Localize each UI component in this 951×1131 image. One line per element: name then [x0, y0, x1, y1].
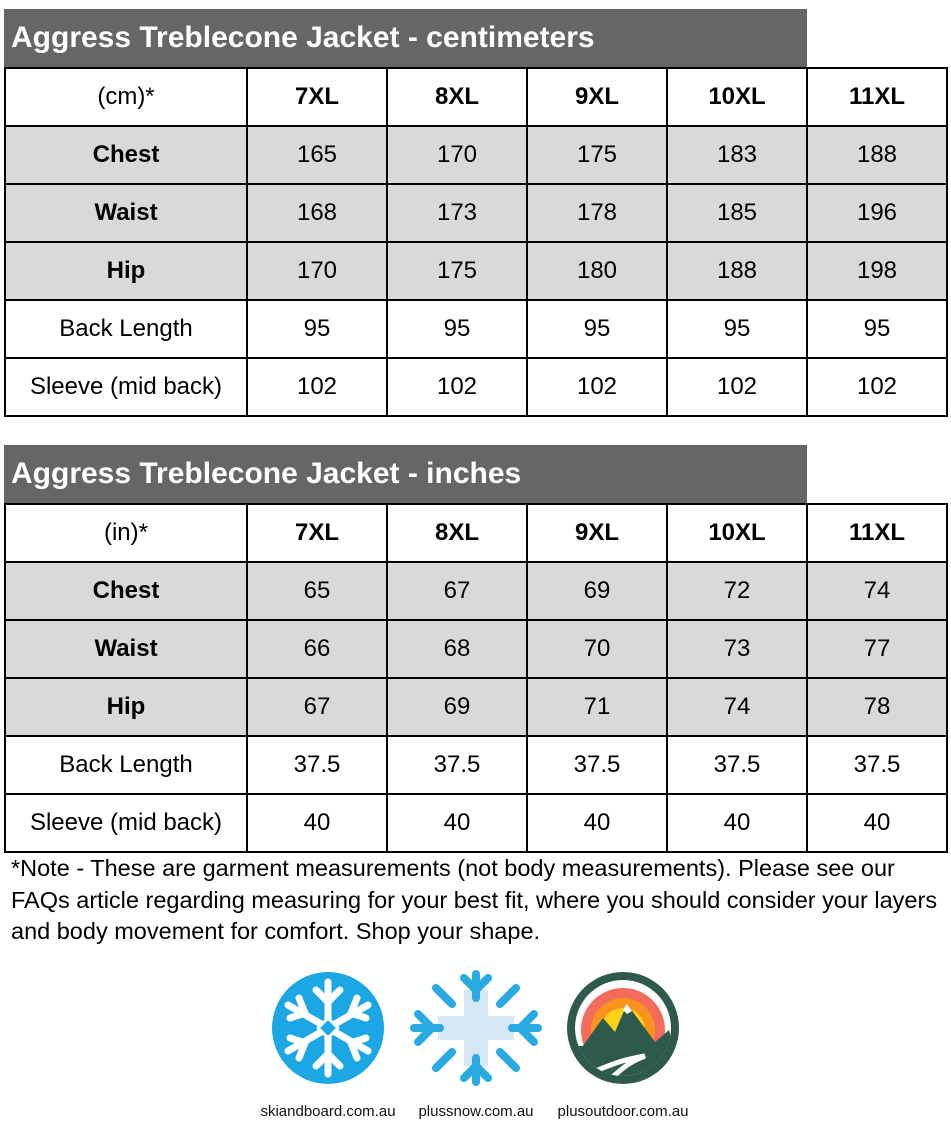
cell: 185 [667, 184, 807, 242]
table-row [5, 126, 947, 184]
table-title: Aggress Treblecone Jacket - centimeters [4, 9, 807, 67]
cell: 37.5 [807, 736, 947, 794]
cell: 37.5 [387, 736, 527, 794]
plussnow-logo[interactable] [396, 968, 556, 1120]
cell: 95 [387, 300, 527, 358]
cell: 72 [667, 562, 807, 620]
row-label: Chest [5, 126, 247, 184]
cell: 165 [247, 126, 387, 184]
cell: 188 [667, 242, 807, 300]
cell: 102 [667, 358, 807, 416]
cell: 102 [807, 358, 947, 416]
size-header: 11XL [807, 68, 947, 126]
table-row [5, 620, 947, 678]
cell: 196 [807, 184, 947, 242]
cell: 74 [807, 562, 947, 620]
table-row [5, 358, 947, 416]
size-table [4, 67, 948, 417]
unit-label: (in)* [5, 504, 247, 562]
cell: 178 [527, 184, 667, 242]
snowflake-icon [268, 968, 388, 1088]
cell: 168 [247, 184, 387, 242]
cell: 68 [387, 620, 527, 678]
header-row [5, 68, 947, 126]
table-row [5, 242, 947, 300]
table-title: Aggress Treblecone Jacket - inches [4, 445, 807, 503]
cell: 65 [247, 562, 387, 620]
plus-snowflake-icon [406, 968, 546, 1088]
cell: 77 [807, 620, 947, 678]
row-label: Waist [5, 184, 247, 242]
cell: 78 [807, 678, 947, 736]
cell: 70 [527, 620, 667, 678]
size-header: 8XL [387, 68, 527, 126]
size-chart-cm [4, 9, 947, 417]
cell: 95 [247, 300, 387, 358]
size-header: 9XL [527, 504, 667, 562]
size-chart-inches [4, 445, 947, 853]
table-row [5, 678, 947, 736]
cell: 95 [527, 300, 667, 358]
cell: 170 [387, 126, 527, 184]
cell: 74 [667, 678, 807, 736]
size-header: 8XL [387, 504, 527, 562]
size-header: 10XL [667, 504, 807, 562]
cell: 183 [667, 126, 807, 184]
row-label: Back Length [5, 300, 247, 358]
row-label: Hip [5, 678, 247, 736]
cell: 67 [247, 678, 387, 736]
table-row [5, 300, 947, 358]
mountain-badge-icon [563, 968, 683, 1088]
cell: 40 [527, 794, 667, 852]
row-label: Sleeve (mid back) [5, 358, 247, 416]
logo-caption: plusoutdoor.com.au [557, 1103, 689, 1120]
size-header: 9XL [527, 68, 667, 126]
row-label: Back Length [5, 736, 247, 794]
cell: 188 [807, 126, 947, 184]
size-header: 7XL [247, 504, 387, 562]
cell: 170 [247, 242, 387, 300]
cell: 40 [667, 794, 807, 852]
cell: 102 [387, 358, 527, 416]
cell: 37.5 [247, 736, 387, 794]
cell: 175 [387, 242, 527, 300]
size-header: 10XL [667, 68, 807, 126]
cell: 37.5 [527, 736, 667, 794]
cell: 198 [807, 242, 947, 300]
cell: 102 [247, 358, 387, 416]
row-label: Chest [5, 562, 247, 620]
brand-logos [0, 968, 951, 1128]
plusoutdoor-logo[interactable] [543, 968, 703, 1120]
cell: 40 [247, 794, 387, 852]
size-header: 7XL [247, 68, 387, 126]
cell: 69 [527, 562, 667, 620]
table-row [5, 736, 947, 794]
cell: 180 [527, 242, 667, 300]
cell: 40 [387, 794, 527, 852]
cell: 69 [387, 678, 527, 736]
table-row [5, 794, 947, 852]
cell: 66 [247, 620, 387, 678]
unit-label: (cm)* [5, 68, 247, 126]
row-label: Hip [5, 242, 247, 300]
cell: 40 [807, 794, 947, 852]
cell: 95 [667, 300, 807, 358]
cell: 102 [527, 358, 667, 416]
table-row [5, 562, 947, 620]
row-label: Waist [5, 620, 247, 678]
size-header: 11XL [807, 504, 947, 562]
logo-caption: plussnow.com.au [418, 1103, 534, 1120]
cell: 67 [387, 562, 527, 620]
row-label: Sleeve (mid back) [5, 794, 247, 852]
measurement-note: *Note - These are garment measurements (not body measurements). Please see our FAQs article regarding measuring for your best fit, where you should consider your layers and body movement for comfort. Shop your shape. [11, 855, 938, 944]
size-table [4, 503, 948, 853]
header-row [5, 504, 947, 562]
cell: 71 [527, 678, 667, 736]
logo-caption: skiandboard.com.au [260, 1103, 396, 1120]
table-row [5, 184, 947, 242]
cell: 37.5 [667, 736, 807, 794]
cell: 73 [667, 620, 807, 678]
cell: 175 [527, 126, 667, 184]
cell: 173 [387, 184, 527, 242]
cell: 95 [807, 300, 947, 358]
skiandboard-logo[interactable] [248, 968, 408, 1120]
